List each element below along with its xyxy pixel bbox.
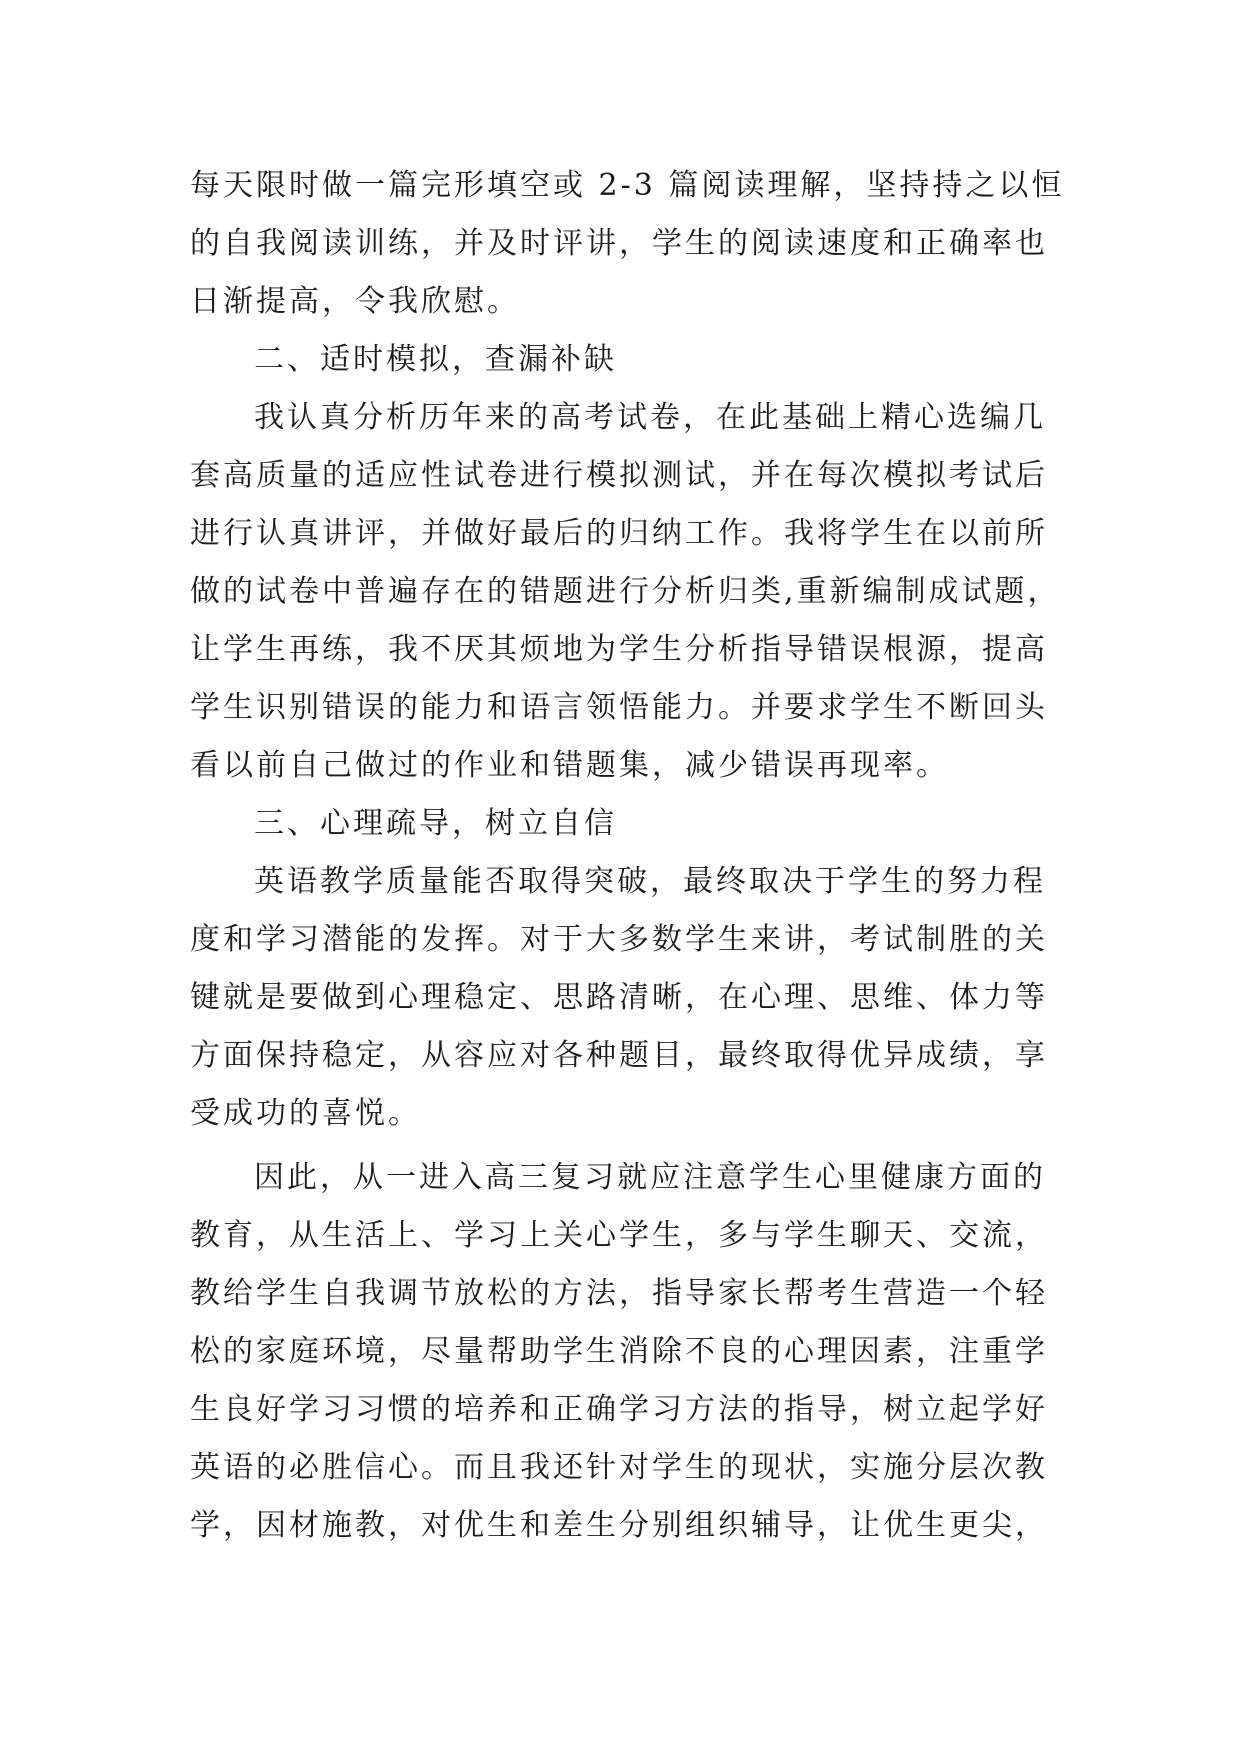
body-line: 做的试卷中普遍存在的错题进行分析归类,重新编制成试题， <box>190 574 1061 609</box>
body-line: 受成功的喜悦。 <box>190 1096 421 1131</box>
section-heading: 二、适时模拟，查漏补缺 <box>254 342 617 377</box>
body-line: 套高质量的适应性试卷进行模拟测试，并在每次模拟考试后 <box>190 458 1048 493</box>
body-line: 度和学习潜能的发挥。对于大多数学生来讲，考试制胜的关 <box>190 922 1048 957</box>
body-line: 让学生再练，我不厌其烦地为学生分析指导错误根源，提高 <box>190 632 1048 667</box>
paragraph-first-line: 英语教学质量能否取得突破，最终取决于学生的努力程 <box>254 864 1046 899</box>
body-line: 学生识别错误的能力和语言领悟能力。并要求学生不断回头 <box>190 690 1048 725</box>
section-heading: 三、心理疏导，树立自信 <box>254 806 617 841</box>
body-line: 的自我阅读训练，并及时评讲，学生的阅读速度和正确率也 <box>190 226 1048 261</box>
body-line: 松的家庭环境，尽量帮助学生消除不良的心理因素，注重学 <box>190 1334 1048 1369</box>
body-line: 日渐提高，令我欣慰。 <box>190 284 520 319</box>
document-body <box>190 157 1065 1555</box>
body-line: 看以前自己做过的作业和错题集，减少错误再现率。 <box>190 748 949 783</box>
body-line: 教给学生自我调节放松的方法，指导家长帮考生营造一个轻 <box>190 1276 1048 1311</box>
paragraph-first-line: 我认真分析历年来的高考试卷，在此基础上精心选编几 <box>254 400 1046 435</box>
body-line: 学，因材施教，对优生和差生分别组织辅导，让优生更尖， <box>190 1508 1048 1543</box>
body-line: 生良好学习习惯的培养和正确学习方法的指导，树立起学好 <box>190 1392 1048 1427</box>
body-line: 每天限时做一篇完形填空或 2-3 篇阅读理解，坚持持之以恒 <box>190 168 1065 203</box>
body-line: 进行认真讲评，并做好最后的归纳工作。我将学生在以前所 <box>190 516 1048 551</box>
paragraph-first-line: 因此，从一进入高三复习就应注意学生心里健康方面的 <box>254 1160 1046 1195</box>
body-line: 教育，从生活上、学习上关心学生，多与学生聊天、交流， <box>190 1218 1048 1253</box>
body-line: 方面保持稳定，从容应对各种题目，最终取得优异成绩，享 <box>190 1038 1048 1073</box>
body-line: 键就是要做到心理稳定、思路清晰，在心理、思维、体力等 <box>190 980 1048 1015</box>
body-line: 英语的必胜信心。而且我还针对学生的现状，实施分层次教 <box>190 1450 1048 1485</box>
